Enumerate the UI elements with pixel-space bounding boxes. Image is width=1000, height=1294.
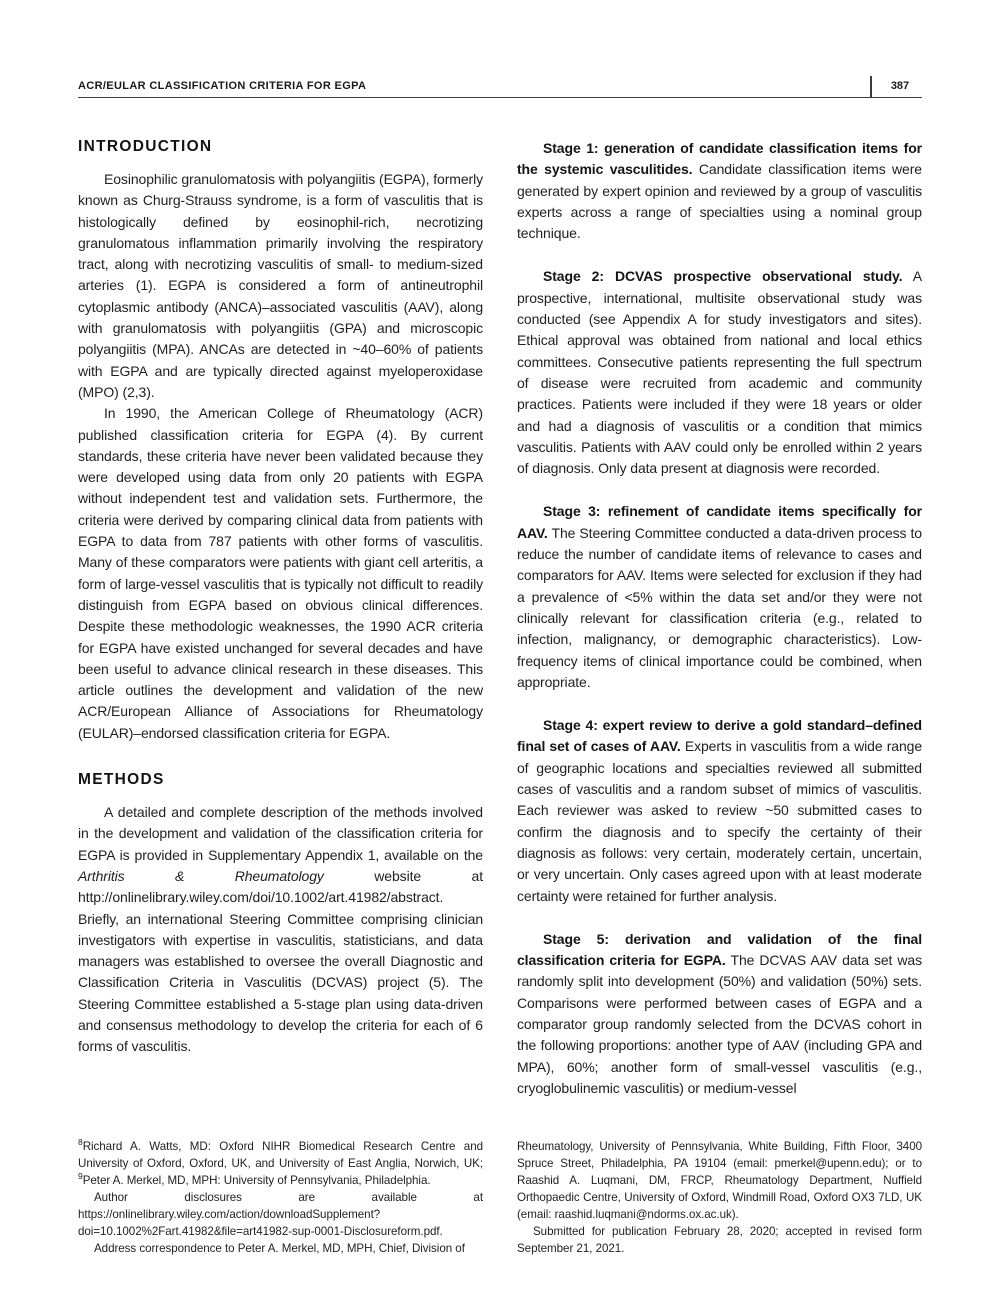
stage-4-lead: Stage 4: expert review to derive a gold standard–defined final set of cases of AAV.: [517, 717, 922, 755]
stage-1-body: Candidate classification items were generated by expert opinion and reviewed by a group of vasculitis experts across a range of specialties using a nominal group technique.: [517, 161, 922, 242]
stage-2-paragraph: [517, 266, 922, 479]
page-header: [78, 74, 922, 98]
left-column: [78, 138, 483, 1121]
running-head: ACR/EULAR CLASSIFICATION CRITERIA FOR EGPA: [78, 80, 367, 92]
footnote-right-column: [517, 1138, 922, 1257]
article-body: [78, 138, 922, 1121]
introduction-paragraph-2: In 1990, the American College of Rheumatology (ACR) published classification criteria for EGPA (4). By current standards, these criteria have never been validated because they were developed using data from only 20 patients with EGPA without independent test and validation sets. Furthermore, the criteria were derived by comparing clinical data from patients with EGPA to data from 787 patients with other forms of vasculitis. Many of these comparators were patients with giant cell arteritis, a form of large-vessel vasculitis that is typically not difficult to readily distinguish from EGPA based on obvious clinical differences. Despite these methodologic weaknesses, the 1990 ACR criteria for EGPA have existed unchanged for several decades and have been useful to advance clinical research in these diseases. This article outlines the development and validation of the new ACR/European Alliance of Associations for Rheumatology (EULAR)–endorsed classification criteria for EGPA.: [78, 405, 483, 741]
stage-5-lead: Stage 5: derivation and validation of the final classification criteria for EGPA.: [517, 930, 922, 969]
stage-5-paragraph: [517, 929, 922, 1099]
methods-paragraph: A detailed and complete description of the methods involved in the development and validation of the classification criteria for EGPA is provided in Supplementary Appendix 1, available on the Arthritis & Rheumatology website at http://onlinelibrary.wiley.com/doi/10.1002/art.41982/abstract. Briefly, an international Steering Committee comprising clinician investigators with expertise in vasculitis, statisticians, and data managers was established to oversee the overall Diagnostic and Classification Criteria in Vasculitis (DCVAS) project (5). The Steering Committee established a 5-stage plan using data-driven and consensus methodology to develop the criteria for each of 6 forms of vasculitis.: [78, 804, 483, 1055]
page-number: 387: [890, 80, 910, 92]
footnote-disclosures: Author disclosures are available at https://onlinelibrary.wiley.com/action/downloadSupplement?doi=10.1002%2Fart.41982&file=art41982-sup-0001-Disclosureform.pdf.: [78, 1191, 483, 1238]
stage-4-paragraph: [517, 715, 922, 907]
footnote-left-column: [78, 1138, 483, 1257]
stage-3-lead: Stage 3: refinement of candidate items specifically for AAV.: [517, 503, 922, 541]
introduction-paragraph-1: Eosinophilic granulomatosis with polyangiitis (EGPA), formerly known as Churg-Strauss syndrome, is a form of vasculitis that is histologically defined by eosinophil-rich, necrotizing granulomatous inflammation primarily involving the respiratory tract, along with necrotizing vasculitis of small- to medium-sized arteries (1). EGPA is considered a form of antineutrophil cytoplasmic antibody (ANCA)–associated vasculitis (AAV), along with granulomatosis with polyangiitis (GPA) and microscopic polyangiitis (MPA). ANCAs are detected in ~40–60% of patients with EGPA and are typically directed against myeloperoxidase (MPO) (2,3).: [78, 171, 483, 400]
footnotes: [78, 1138, 922, 1257]
section-heading-methods: METHODS: [78, 771, 165, 789]
stage-3-paragraph: [517, 501, 922, 693]
section-heading-introduction: INTRODUCTION: [78, 138, 213, 155]
stage-2-lead: Stage 2: DCVAS prospective observational study.: [543, 268, 903, 285]
footnote-correspondence-start: Address correspondence to Peter A. Merkel, MD, MPH, Chief, Division of: [94, 1242, 465, 1255]
footnote-submission-dates: Submitted for publication February 28, 2020; accepted in revised form September 21, 2021.: [517, 1225, 922, 1255]
stage-5-body: The DCVAS AAV data set was randomly split into development (50%) and validation (50%) sets. Comparisons were performed between cases of EGPA and a comparator group randomly selected from the DCVAS cohort in the following proportions: another type of AAV (including GPA and MPA), 60%; another form of small-vessel vasculitis (e.g., cryoglobulinemic vasculitis) or medium-vessel: [517, 952, 922, 1096]
header-divider: [870, 76, 872, 97]
stage-2-body: A prospective, international, multisite observational study was conducted (see Appendix A for study investigators and sites). Ethical approval was obtained from national and local ethics committees. Consecutive patients representing the full spectrum of disease were recruited from academic and community practices. Patients were included if they were 18 years or older and had a diagnosis of vasculitis or a condition that mimics vasculitis. Patients with AAV could only be enrolled within 2 years of diagnosis. Only data present at diagnosis were recorded.: [517, 268, 922, 477]
stage-3-body: The Steering Committee conducted a data-driven process to reduce the number of candidate items of relevance to cases and comparators for AAV. Items were selected for exclusion if they had a prevalence of <5% within the data set and/or they were not clinically relevant for classification criteria (e.g., related to infection, malignancy, or demographic characteristics). Low-frequency items of clinical importance could be combined, when appropriate.: [517, 524, 922, 690]
stage-1-lead: Stage 1: generation of candidate classification items for the systemic vasculitides.: [517, 140, 922, 178]
stage-4-body: Experts in vasculitis from a wide range of geographic locations and specialties reviewed all submitted cases of vasculitis and a random subset of mimics of vasculitis. Each reviewer was asked to review ~50 submitted cases to confirm the diagnosis and to specify the certainty of their diagnosis as follows: very certain, moderately certain, uncertain, or very uncertain. Only cases agreed upon with at least moderate certainty were retained for further analysis.: [517, 738, 923, 904]
right-column: [517, 138, 922, 1121]
footnote-correspondence-continued: Rheumatology, University of Pennsylvania, White Building, Fifth Floor, 3400 Spruce Street, Philadelphia, PA 19104 (email: pmerkel@upenn.edu); or to Raashid A. Luqmani, DM, FRCP, Rheumatology Department, Nuffield Orthopaedic Centre, University of Oxford, Windmill Road, Oxford OX3 7LD, UK (email: raashid.luqmani@ndorms.ox.ac.uk).: [517, 1140, 922, 1221]
stage-1-paragraph: [517, 138, 922, 244]
footnote-affiliations: $^8$Richard A. Watts, MD: Oxford NIHR Biomedical Research Centre and University of Oxford, Oxford, UK, and University of East Anglia, Norwich, UK; $^9$Peter A. Merkel, MD, MPH: University of Pennsylvania, Philadelphia.: [78, 1137, 483, 1187]
